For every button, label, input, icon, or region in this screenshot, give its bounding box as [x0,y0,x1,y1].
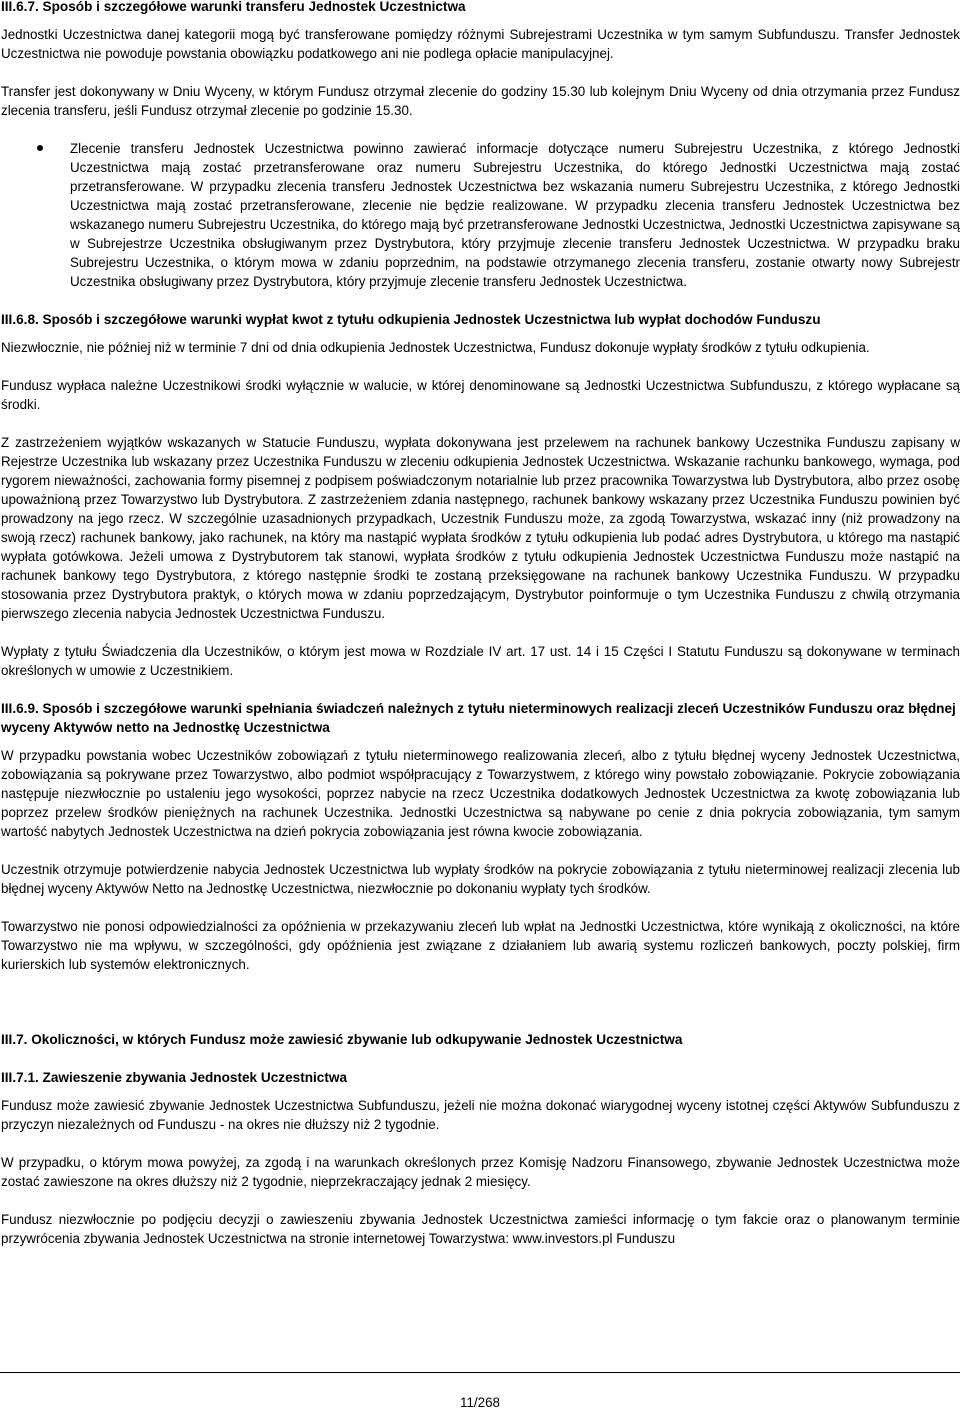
paragraph: W przypadku powstania wobec Uczestników zobowiązań z tytułu nieterminowego realizowania zleceń, albo z tytułu błędnej wyceny Jednostek Uczestnictwa, zobowiązania są pokrywane przez Towarzystwo, albo podmiot współpracujący z Towarzystwem, z którego winy powstało zobowiązanie. Pokrycie zobowiązania następuje niezwłocznie po ustaleniu jego wysokości, poprzez nabycie na rzecz Uczestnika dodatkowych Jednostek Uczestnictwa za kwotę zobowiązania lub poprzez przelew środków pieniężnych na rachunek Uczestnika. Jednostki Uczestnictwa są nabywane po cenie z dnia pokrycia zobowiązania, tym samym wartość nabytych Jednostek Uczestnictwa na dzień pokrycia zobowiązania jest równa kwocie zobowiązania. [1,748,960,839]
bullet-icon [37,145,43,151]
bullet-text: Zlecenie transferu Jednostek Uczestnictwa powinno zawierać informacje dotyczące numeru Subrejestru Uczestnika, z którego Jednostki Uczestnictwa mają zostać przetransferowane oraz numeru Subrejestru Uczestnika, do którego Jednostki Uczestnictwa mają zostać przetransferowane. W przypadku zlecenia transferu Jednostek Uczestnictwa bez wskazania numeru Subrejestru Uczestnika, z którego Jednostki Uczestnictwa mają zostać przetransferowane, zlecenie nie będzie realizowane. W przypadku zlecenia transferu Jednostek Uczestnictwa bez wskazanego numeru Subrejestru Uczestnika, do którego mają być przetransferowane Jednostki Uczestnictwa, Jednostki Uczestnictwa zapisywane są w Subrejestrze Uczestnika obsługiwanym przez Dystrybutora, który przyjmuje zlecenie transferu Jednostek Uczestnictwa. W przypadku braku Subrejestru Uczestnika, o którym mowa w zdaniu poprzednim, na podstawie otrzymanego zlecenia transferu, zostanie otwarty nowy Subrejestr Uczestnika obsługiwany przez Dystrybutora, który przyjmuje zlecenie transferu Jednostek Uczestnictwa. [70,141,960,289]
subsection-heading-suspension-sales: III.7.1. Zawieszenie zbywania Jednostek Uczestnictwa [1,1070,348,1085]
paragraph: Transfer jest dokonywany w Dniu Wyceny, w którym Fundusz otrzymał zlecenie do godziny 15.30 lub kolejnym Dniu Wyceny od dnia otrzymania przez Fundusz zlecenia transferu, jeśli Fundusz otrzymał zlecenie po godzinie 15.30. [1,84,960,118]
page-number: 11/268 [460,1395,500,1410]
section-heading-payouts: III.6.8. Sposób i szczegółowe warunki wypłat kwot z tytułu odkupienia Jednostek Uczestnictwa lub wypłat dochodów Funduszu [1,312,821,327]
paragraph: Wypłaty z tytułu Świadczenia dla Uczestników, o którym jest mowa w Rozdziale IV art. 17 ust. 14 i 15 Części I Statutu Funduszu są dokonywane w terminach określonych w umowie z Uczestnikiem. [1,644,960,678]
paragraph: Fundusz niezwłocznie po podjęciu decyzji o zawieszeniu zbywania Jednostek Uczestnictwa zamieści informację o tym fakcie oraz o planowanym terminie przywrócenia zbywania Jednostek Uczestnictwa na stronie internetowej Towarzystwa: www.investors.pl Funduszu [1,1212,960,1246]
section-heading-obligations: III.6.9. Sposób i szczegółowe warunki spełniania świadczeń należnych z tytułu nieterminowych realizacji zleceń Uczestników Funduszu oraz błędnej wyceny Aktywów netto na Jednostkę Uczestnictwa [1,701,956,735]
section-heading-transfer: III.6.7. Sposób i szczegółowe warunki transferu Jednostek Uczestnictwa [1,0,466,14]
paragraph: Uczestnik otrzymuje potwierdzenie nabycia Jednostek Uczestnictwa lub wypłaty środków na pokrycie zobowiązania z tytułu nieterminowej realizacji zlecenia lub błędnej wyceny Aktywów Netto na Jednostkę Uczestnictwa, niezwłocznie po dokonaniu wypłaty tych środków. [1,862,960,896]
paragraph: Z zastrzeżeniem wyjątków wskazanych w Statucie Funduszu, wypłata dokonywana jest przelewem na rachunek bankowy Uczestnika Funduszu zapisany w Rejestrze Uczestnika lub wskazany przez Uczestnika Funduszu w zleceniu odkupienia Jednostek Uczestnictwa. Wskazanie rachunku bankowego, wymaga, pod rygorem nieważności, zachowania formy pisemnej z podpisem poświadczonym notarialnie lub przez pracownika Towarzystwa lub Dystrybutora, albo przez osobę upoważnioną przez Towarzystwo lub Dystrybutora. Z zastrzeżeniem zdania następnego, rachunek bankowy wskazany przez Uczestnika Funduszu powinien być prowadzony na jego rzecz. W szczególnie uzasadnionych przypadkach, Uczestnik Funduszu może, za zgodą Towarzystwa, wskazać inny (niż prowadzony na swoją rzecz) rachunek bankowy, jako rachunek, na który ma nastąpić wypłata środków z tytułu odkupienia lub podać adres Dystrybutora, u którego ma nastąpić wypłata gotówkowa. Jeżeli umowa z Dystrybutorem tak stanowi, wypłata środków z tytułu odkupienia Jednostek Uczestnictwa Funduszu może nastąpić na rachunek bankowy tego Dystrybutora, z którego następnie środki te zostaną przeksięgowane na rachunek bankowy Uczestnika Funduszu. W przypadku stosowania przez Dystrybutora praktyk, o których mowa w zdaniu poprzedzającym, Dystrybutor poinformuje o tym Uczestnika Funduszu z chwilą otrzymania pierwszego zlecenia nabycia Jednostek Uczestnictwa Funduszu. [1,435,960,621]
paragraph: Fundusz może zawiesić zbywanie Jednostek Uczestnictwa Subfunduszu, jeżeli nie można dokonać wiarygodnej wyceny istotnej części Aktywów Subfunduszu z przyczyn niezależnych od Funduszu - na okres nie dłuższy niż 2 tygodnie. [1,1098,960,1132]
paragraph: Niezwłocznie, nie później niż w terminie 7 dni od dnia odkupienia Jednostek Uczestnictwa, Fundusz dokonuje wypłaty środków z tytułu odkupienia. [1,340,870,355]
paragraph: Jednostki Uczestnictwa danej kategorii mogą być transferowane pomiędzy różnymi Subrejestrami Uczestnika w tym samym Subfunduszu. Transfer Jednostek Uczestnictwa nie powoduje powstania obowiązku podatkowego ani nie podlega opłacie manipulacyjnej. [1,27,960,61]
paragraph: W przypadku, o którym mowa powyżej, za zgodą i na warunkach określonych przez Komisję Nadzoru Finansowego, zbywanie Jednostek Uczestnictwa może zostać zawieszone na okres dłuższy niż 2 tygodnie, nieprzekraczający jednak 2 miesięcy. [1,1155,960,1189]
paragraph: Fundusz wypłaca należne Uczestnikowi środki wyłącznie w walucie, w której denominowane są Jednostki Uczestnictwa Subfunduszu, z którego wypłacane są środki. [1,378,960,412]
bullet-list-item [1,139,960,291]
paragraph: Towarzystwo nie ponosi odpowiedzialności za opóźnienia w przekazywaniu zleceń lub wpłat na Jednostki Uczestnictwa, które wynikają z okoliczności, na które Towarzystwo nie ma wpływu, w szczególności, gdy opóźnienia jest związane z działaniem lub awarią systemu rozliczeń bankowych, poczty polskiej, firm kurierskich lub systemów elektronicznych. [1,919,960,972]
section-heading-suspension: III.7. Okoliczności, w których Fundusz może zawiesić zbywanie lub odkupywanie Jednostek Uczestnictwa [1,1032,683,1047]
footer-divider [0,1372,960,1373]
